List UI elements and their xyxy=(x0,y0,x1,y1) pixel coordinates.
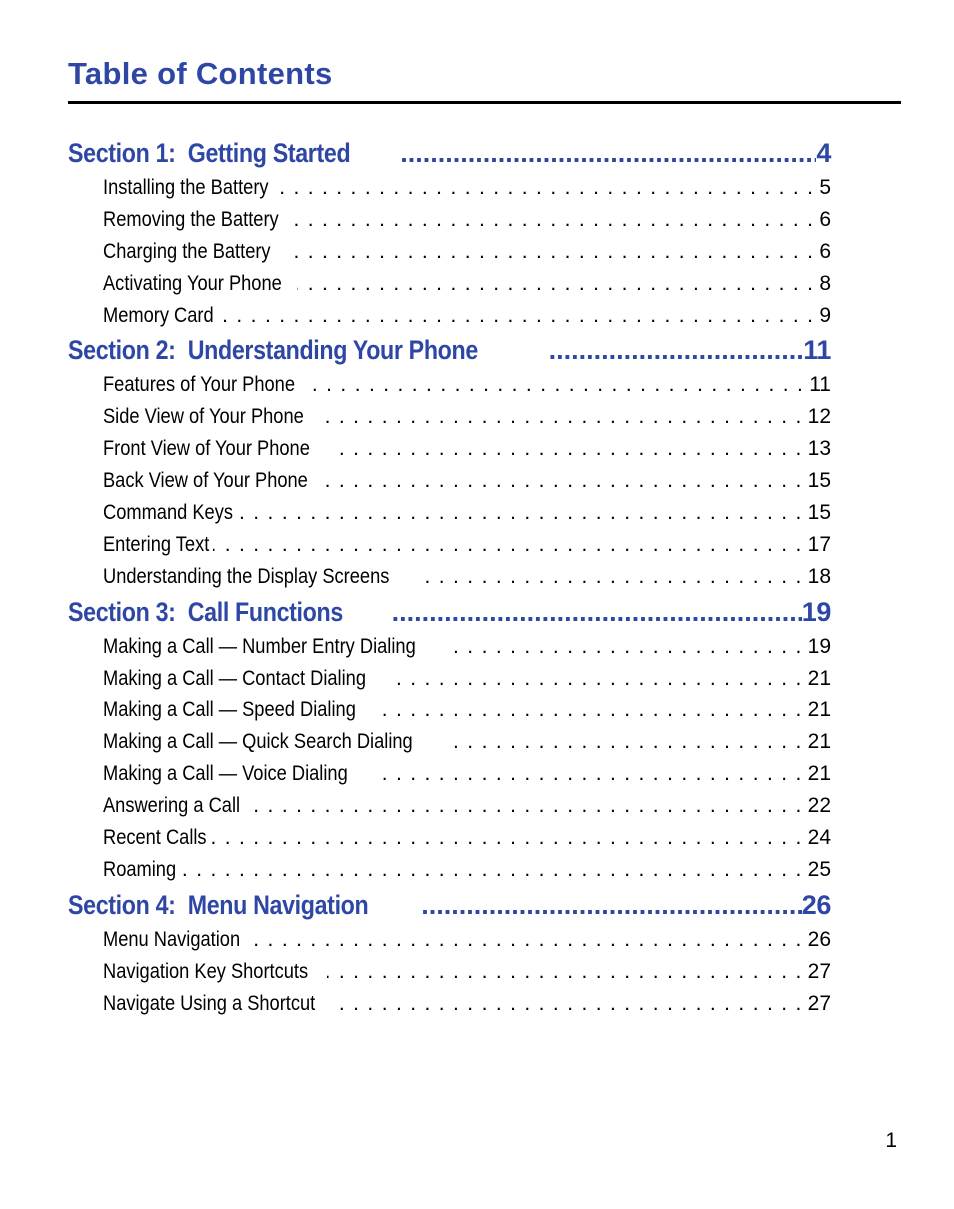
page-title: Table of Contents xyxy=(68,56,333,91)
dot-leader xyxy=(327,956,803,988)
toc-entry-title: Making a Call — Speed Dialing xyxy=(103,698,356,722)
toc-entry[interactable] xyxy=(68,726,831,758)
toc-section-title: Section 2: Understanding Your Phone xyxy=(68,335,478,366)
toc-entry[interactable] xyxy=(68,924,831,956)
toc-entry-title: Making a Call — Voice Dialing xyxy=(103,762,348,786)
toc-entry[interactable] xyxy=(68,529,831,561)
toc-entry-page: 27 xyxy=(807,991,831,1015)
toc-entry-title: Navigate Using a Shortcut xyxy=(103,991,316,1015)
toc-entry-page: 6 xyxy=(819,207,831,231)
toc-entry-title: Roaming xyxy=(103,857,177,881)
toc-entry-page: 11 xyxy=(809,373,831,397)
toc-section-heading[interactable] xyxy=(68,886,831,924)
toc-entry[interactable] xyxy=(68,236,831,268)
toc-entry-page: 18 xyxy=(807,564,831,588)
toc-entry-page: 13 xyxy=(807,437,831,461)
dot-leader xyxy=(284,236,815,268)
toc-entry-page: 21 xyxy=(807,698,831,722)
dot-leader xyxy=(281,172,814,204)
toc-entry-page: 8 xyxy=(819,271,831,295)
toc-entry[interactable] xyxy=(68,790,831,822)
toc-entry-page: 27 xyxy=(807,959,831,983)
dot-leader xyxy=(249,790,803,822)
title-divider xyxy=(68,101,901,104)
table-of-contents xyxy=(68,134,831,1019)
dot-leader xyxy=(326,465,802,497)
toc-entry-page: 19 xyxy=(807,634,831,658)
toc-entry[interactable] xyxy=(68,631,831,663)
toc-section-title: Section 1: Getting Started xyxy=(68,138,351,168)
toc-entry[interactable] xyxy=(68,956,831,988)
toc-section-page: 4 xyxy=(816,138,831,168)
toc-entry-title: Removing the Battery xyxy=(103,207,279,231)
toc-entry[interactable] xyxy=(68,300,831,332)
dot-leader xyxy=(382,694,803,726)
toc-entry-title: Installing the Battery xyxy=(103,176,269,199)
dot-leader xyxy=(393,663,802,695)
toc-entry-title: Navigation Key Shortcuts xyxy=(103,959,309,983)
toc-entry[interactable] xyxy=(68,433,831,465)
dot-leader xyxy=(210,822,803,854)
toc-entry-page: 25 xyxy=(807,857,831,881)
toc-entry-page: 24 xyxy=(807,826,831,850)
toc-entry[interactable] xyxy=(68,694,831,726)
dot-leader xyxy=(312,369,805,401)
dot-leader xyxy=(175,854,803,886)
dot-leader xyxy=(372,758,802,790)
dot-leader xyxy=(378,593,802,631)
dot-leader xyxy=(386,134,816,172)
toc-entry-page: 15 xyxy=(807,469,831,493)
dot-leader xyxy=(329,433,803,465)
toc-entry[interactable] xyxy=(68,561,831,593)
page-number: 1 xyxy=(885,1129,897,1152)
toc-entry-title: Answering a Call xyxy=(103,794,241,818)
toc-entry-title: Charging the Battery xyxy=(103,239,271,263)
dot-leader xyxy=(240,497,802,529)
toc-entry-title: Entering Text xyxy=(103,532,210,556)
toc-section-heading[interactable] xyxy=(68,331,831,369)
dot-leader xyxy=(335,988,803,1020)
toc-entry[interactable] xyxy=(68,172,831,204)
toc-section-heading[interactable] xyxy=(68,593,831,631)
toc-entry[interactable] xyxy=(68,369,831,401)
toc-entry-page: 17 xyxy=(807,532,831,556)
toc-entry-page: 21 xyxy=(807,666,831,690)
dot-leader xyxy=(249,924,803,956)
dot-leader xyxy=(297,268,815,300)
toc-entry-page: 21 xyxy=(807,762,831,786)
toc-entry-page: 9 xyxy=(819,303,831,327)
toc-section-heading[interactable] xyxy=(68,134,831,172)
toc-entry[interactable] xyxy=(68,822,831,854)
toc-entry-page: 26 xyxy=(807,927,831,951)
dot-leader xyxy=(535,331,804,369)
toc-entry-title: Menu Navigation xyxy=(103,927,241,951)
toc-entry-page: 12 xyxy=(807,405,831,429)
toc-entry-page: 21 xyxy=(807,730,831,754)
toc-entry-page: 15 xyxy=(807,501,831,525)
toc-entry-title: Making a Call — Number Entry Dialing xyxy=(103,634,416,658)
toc-entry-title: Back View of Your Phone xyxy=(103,469,308,493)
toc-section-title: Section 4: Menu Navigation xyxy=(68,889,369,920)
toc-section-page: 19 xyxy=(801,596,831,627)
toc-entry-title: Understanding the Display Screens xyxy=(103,564,390,588)
toc-entry[interactable] xyxy=(68,497,831,529)
toc-entry-title: Recent Calls xyxy=(103,826,207,850)
toc-section-title: Section 3: Call Functions xyxy=(68,596,343,627)
toc-entry-title: Making a Call — Quick Search Dialing xyxy=(103,730,413,754)
toc-section-page: 11 xyxy=(803,335,831,366)
toc-entry[interactable] xyxy=(68,663,831,695)
toc-entry[interactable] xyxy=(68,758,831,790)
dot-leader xyxy=(447,726,803,758)
toc-entry[interactable] xyxy=(68,465,831,497)
dot-leader xyxy=(218,300,814,332)
toc-entry-title: Side View of Your Phone xyxy=(103,405,304,429)
toc-section-page: 26 xyxy=(801,889,831,920)
dot-leader xyxy=(322,401,803,433)
toc-entry[interactable] xyxy=(68,854,831,886)
toc-entry-title: Front View of Your Phone xyxy=(103,437,310,461)
toc-entry-title: Making a Call — Contact Dialing xyxy=(103,666,366,690)
toc-entry-title: Activating Your Phone xyxy=(103,271,282,295)
toc-entry[interactable] xyxy=(68,401,831,433)
dot-leader xyxy=(407,886,802,924)
toc-entry[interactable] xyxy=(68,204,831,236)
toc-entry-title: Memory Card xyxy=(103,303,214,327)
toc-entry[interactable] xyxy=(68,268,831,300)
toc-entry-page: 5 xyxy=(819,176,831,199)
dot-leader xyxy=(293,204,814,236)
dot-leader xyxy=(420,561,802,593)
toc-entry-title: Command Keys xyxy=(103,501,233,525)
toc-entry-page: 22 xyxy=(807,794,831,818)
toc-entry[interactable] xyxy=(68,988,831,1020)
dot-leader xyxy=(450,631,802,663)
dot-leader xyxy=(213,529,802,561)
toc-entry-page: 6 xyxy=(819,239,831,263)
toc-entry-title: Features of Your Phone xyxy=(103,373,295,397)
